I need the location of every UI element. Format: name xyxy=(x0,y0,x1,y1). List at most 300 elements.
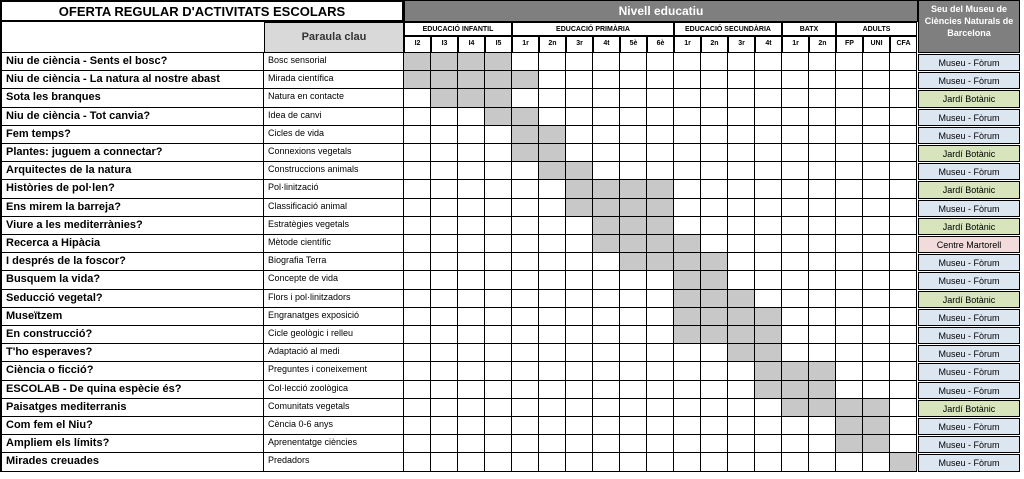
level-cell xyxy=(566,417,593,435)
level-cell-active xyxy=(647,180,674,198)
level-cell xyxy=(728,144,755,162)
level-cell xyxy=(539,399,566,417)
level-cell xyxy=(539,180,566,198)
level-cell xyxy=(782,162,809,180)
level-cell xyxy=(701,344,728,362)
level-cell xyxy=(728,53,755,71)
level-cell xyxy=(728,71,755,89)
level-cell xyxy=(404,362,431,380)
level-cell xyxy=(755,89,782,107)
level-cell xyxy=(809,235,836,253)
level-cell xyxy=(485,362,512,380)
level-cell xyxy=(431,235,458,253)
level-cell xyxy=(755,53,782,71)
activity-name[interactable]: Niu de ciència - Tot canvia? xyxy=(0,108,264,126)
activity-name[interactable]: Mirades creuades xyxy=(0,453,264,471)
level-cell xyxy=(836,235,863,253)
level-cell xyxy=(458,417,485,435)
level-cell-active xyxy=(647,253,674,271)
level-cell xyxy=(836,217,863,235)
level-cell xyxy=(755,217,782,235)
level-cell-active xyxy=(755,326,782,344)
level-cell xyxy=(755,271,782,289)
seu-badge: Museu - Fòrum xyxy=(918,309,1020,326)
level-cell xyxy=(566,144,593,162)
level-cell xyxy=(755,253,782,271)
level-cell-active xyxy=(620,217,647,235)
level-cell xyxy=(647,435,674,453)
column-header: 1r xyxy=(782,36,809,53)
level-cell xyxy=(539,435,566,453)
level-cell xyxy=(674,417,701,435)
level-cell xyxy=(404,199,431,217)
level-cell xyxy=(458,126,485,144)
level-cell xyxy=(485,399,512,417)
level-cell xyxy=(701,381,728,399)
level-cell-active xyxy=(728,290,755,308)
level-cell-active xyxy=(782,381,809,399)
level-cell xyxy=(512,162,539,180)
level-cell xyxy=(836,144,863,162)
activity-name[interactable]: I després de la foscor? xyxy=(0,253,264,271)
level-cell xyxy=(674,89,701,107)
level-cell xyxy=(485,199,512,217)
level-cell xyxy=(809,271,836,289)
level-cell xyxy=(539,362,566,380)
level-cell xyxy=(431,271,458,289)
level-cell xyxy=(431,126,458,144)
level-cell xyxy=(593,417,620,435)
seu-badge: Museu - Fòrum xyxy=(918,436,1020,453)
level-cell xyxy=(431,108,458,126)
level-cell xyxy=(593,253,620,271)
seu-badge: Centre Martorell xyxy=(918,236,1020,253)
level-cell xyxy=(728,126,755,144)
level-cell xyxy=(890,108,917,126)
level-cell xyxy=(647,271,674,289)
level-cell-active xyxy=(620,235,647,253)
level-cell xyxy=(458,326,485,344)
activity-keyword: Mirada científica xyxy=(264,71,404,89)
seu-badge: Museu - Fòrum xyxy=(918,254,1020,271)
activity-name[interactable]: Paisatges mediterranis xyxy=(0,399,264,417)
level-cell xyxy=(539,217,566,235)
activity-name[interactable]: Recerca a Hipàcia xyxy=(0,235,264,253)
level-cell xyxy=(728,453,755,471)
level-cell xyxy=(647,308,674,326)
activity-keyword: Classificació animal xyxy=(264,199,404,217)
level-cell xyxy=(782,253,809,271)
level-cell xyxy=(539,326,566,344)
level-cell xyxy=(485,162,512,180)
activity-name[interactable]: T'ho esperaves? xyxy=(0,344,264,362)
level-cell-active xyxy=(755,308,782,326)
level-cell xyxy=(620,399,647,417)
level-cell xyxy=(782,271,809,289)
level-cell-active xyxy=(782,399,809,417)
level-cell xyxy=(593,53,620,71)
activity-keyword: Col·lecció zoològica xyxy=(264,381,404,399)
level-cell xyxy=(512,199,539,217)
level-cell-active xyxy=(647,235,674,253)
level-cell xyxy=(566,381,593,399)
level-cell xyxy=(485,326,512,344)
level-cell xyxy=(836,180,863,198)
level-cell-active xyxy=(674,290,701,308)
level-cell xyxy=(512,417,539,435)
level-cell xyxy=(512,362,539,380)
level-cell xyxy=(755,108,782,126)
group-header-3: BATX xyxy=(782,22,836,36)
level-cell xyxy=(863,108,890,126)
level-cell xyxy=(863,126,890,144)
level-cell xyxy=(485,381,512,399)
column-header: 3r xyxy=(728,36,755,53)
level-cell xyxy=(566,399,593,417)
level-cell xyxy=(593,126,620,144)
level-cell-active xyxy=(566,180,593,198)
level-cell xyxy=(755,235,782,253)
column-header: 2n xyxy=(539,36,566,53)
level-cell xyxy=(728,381,755,399)
column-header: 3r xyxy=(566,36,593,53)
level-cell xyxy=(890,399,917,417)
level-cell xyxy=(863,180,890,198)
activity-name[interactable]: Viure a les mediterrànies? xyxy=(0,217,264,235)
level-cell xyxy=(674,344,701,362)
level-cell xyxy=(620,344,647,362)
level-cell-active xyxy=(512,71,539,89)
level-cell xyxy=(593,71,620,89)
level-cell xyxy=(674,217,701,235)
level-cell xyxy=(593,162,620,180)
column-header: I2 xyxy=(404,36,431,53)
level-cell xyxy=(701,126,728,144)
level-cell xyxy=(485,126,512,144)
level-cell xyxy=(458,271,485,289)
level-cell xyxy=(728,253,755,271)
level-cell xyxy=(890,326,917,344)
activity-name[interactable]: Plantes: juguem a connectar? xyxy=(0,144,264,162)
level-cell xyxy=(755,290,782,308)
activity-keyword: Biografia Terra xyxy=(264,253,404,271)
activity-name[interactable]: ESCOLAB - De quina espècie és? xyxy=(0,381,264,399)
level-cell xyxy=(620,435,647,453)
seu-badge: Museu - Fòrum xyxy=(918,272,1020,289)
level-cell xyxy=(647,71,674,89)
level-cell xyxy=(485,417,512,435)
level-cell xyxy=(863,344,890,362)
level-cell xyxy=(593,399,620,417)
level-cell xyxy=(863,235,890,253)
level-cell-active xyxy=(539,126,566,144)
level-cell-active xyxy=(674,235,701,253)
level-cell xyxy=(863,162,890,180)
level-cell-active xyxy=(701,290,728,308)
level-cell xyxy=(485,271,512,289)
level-cell xyxy=(485,308,512,326)
level-cell xyxy=(701,144,728,162)
activity-name[interactable]: Seducció vegetal? xyxy=(0,290,264,308)
level-cell xyxy=(404,435,431,453)
level-cell xyxy=(890,308,917,326)
level-cell xyxy=(404,271,431,289)
level-cell-active xyxy=(782,362,809,380)
level-cell xyxy=(674,180,701,198)
level-cell xyxy=(890,271,917,289)
level-cell xyxy=(566,290,593,308)
level-cell xyxy=(593,144,620,162)
level-cell xyxy=(674,71,701,89)
activity-keyword: Predadors xyxy=(264,453,404,471)
activity-name[interactable]: Històries de pol·len? xyxy=(0,180,264,198)
activity-keyword: Comunitats vegetals xyxy=(264,399,404,417)
level-cell xyxy=(485,253,512,271)
level-cell xyxy=(728,199,755,217)
activity-name[interactable]: Sota les branques xyxy=(0,89,264,107)
level-cell xyxy=(566,308,593,326)
seu-header: Seu del Museu de Ciències Naturals de Barcelona xyxy=(918,0,1020,53)
level-cell xyxy=(593,308,620,326)
level-cell xyxy=(674,53,701,71)
level-cell xyxy=(809,71,836,89)
level-cell xyxy=(404,290,431,308)
level-cell xyxy=(458,399,485,417)
level-cell xyxy=(404,144,431,162)
level-cell xyxy=(863,53,890,71)
level-cell-active xyxy=(539,144,566,162)
level-cell xyxy=(782,180,809,198)
level-cell-active xyxy=(701,326,728,344)
level-cell xyxy=(620,453,647,471)
activity-keyword: Natura en contacte xyxy=(264,89,404,107)
level-cell xyxy=(755,453,782,471)
activity-name[interactable]: Niu de ciència - La natura al nostre abast xyxy=(0,71,264,89)
level-cell xyxy=(404,344,431,362)
activity-keyword: Cicle geològic i relleu xyxy=(264,326,404,344)
level-cell xyxy=(674,362,701,380)
level-cell xyxy=(836,71,863,89)
level-cell xyxy=(431,453,458,471)
seu-badge: Museu - Fòrum xyxy=(918,382,1020,399)
level-cell xyxy=(539,199,566,217)
level-cell xyxy=(404,180,431,198)
level-cell xyxy=(539,308,566,326)
level-cell-active xyxy=(512,108,539,126)
level-cell xyxy=(890,362,917,380)
group-header-4: ADULTS xyxy=(836,22,917,36)
seu-badge: Jardí Botànic xyxy=(918,90,1020,107)
level-cell xyxy=(701,71,728,89)
level-cell xyxy=(809,108,836,126)
seu-badge: Jardí Botànic xyxy=(918,291,1020,308)
level-cell xyxy=(512,180,539,198)
seu-badge: Museu - Fòrum xyxy=(918,200,1020,217)
level-cell xyxy=(485,344,512,362)
level-cell xyxy=(701,180,728,198)
seu-badge: Museu - Fòrum xyxy=(918,363,1020,380)
level-cell-active xyxy=(755,362,782,380)
level-cell-active xyxy=(674,326,701,344)
level-cell xyxy=(728,180,755,198)
level-cell xyxy=(836,381,863,399)
activity-keyword: Flors i pol·linitzadors xyxy=(264,290,404,308)
level-cell xyxy=(593,344,620,362)
level-cell xyxy=(809,417,836,435)
level-cell xyxy=(647,399,674,417)
activity-name[interactable]: Ens mirem la barreja? xyxy=(0,199,264,217)
level-cell xyxy=(485,235,512,253)
level-cell xyxy=(458,235,485,253)
activity-name[interactable]: Com fem el Niu? xyxy=(0,417,264,435)
level-cell xyxy=(863,381,890,399)
level-cell-active xyxy=(593,235,620,253)
level-cell xyxy=(404,108,431,126)
activity-keyword: Estratègies vegetals xyxy=(264,217,404,235)
level-cell xyxy=(512,381,539,399)
level-cell xyxy=(809,126,836,144)
level-cell xyxy=(809,326,836,344)
level-cell xyxy=(809,453,836,471)
column-header: 5è xyxy=(620,36,647,53)
level-cell xyxy=(404,399,431,417)
activity-name[interactable]: Ciència o ficció? xyxy=(0,362,264,380)
level-cell xyxy=(458,290,485,308)
level-cell xyxy=(809,253,836,271)
activity-name[interactable]: Ampliem els límits? xyxy=(0,435,264,453)
level-cell xyxy=(890,344,917,362)
level-cell xyxy=(701,399,728,417)
seu-badge: Museu - Fòrum xyxy=(918,345,1020,362)
level-cell xyxy=(566,53,593,71)
level-cell-active xyxy=(728,308,755,326)
level-cell xyxy=(566,217,593,235)
activity-name[interactable]: En construcció? xyxy=(0,326,264,344)
level-cell-active xyxy=(539,162,566,180)
level-cell xyxy=(809,435,836,453)
level-cell xyxy=(620,162,647,180)
level-cell xyxy=(539,89,566,107)
level-cell xyxy=(809,290,836,308)
column-header: 4t xyxy=(755,36,782,53)
column-header: CFA xyxy=(890,36,917,53)
level-cell-active xyxy=(431,71,458,89)
level-cell xyxy=(836,362,863,380)
level-cell xyxy=(647,126,674,144)
level-cell-active xyxy=(728,326,755,344)
level-cell xyxy=(836,162,863,180)
level-cell-active xyxy=(863,399,890,417)
level-cell xyxy=(485,435,512,453)
level-cell xyxy=(431,199,458,217)
level-cell xyxy=(701,53,728,71)
level-cell xyxy=(836,108,863,126)
level-cell xyxy=(890,71,917,89)
level-cell xyxy=(593,108,620,126)
level-cell xyxy=(674,199,701,217)
level-cell xyxy=(728,435,755,453)
level-cell-active xyxy=(566,162,593,180)
level-cell xyxy=(620,308,647,326)
level-cell-active xyxy=(755,344,782,362)
level-cell xyxy=(863,199,890,217)
level-cell xyxy=(512,271,539,289)
level-cell xyxy=(485,453,512,471)
table-title: OFERTA REGULAR D'ACTIVITATS ESCOLARS xyxy=(0,0,404,22)
group-header-2: EDUCACIÓ SECUNDÀRIA xyxy=(674,22,782,36)
level-cell-active xyxy=(512,144,539,162)
activity-keyword: Cència 0-6 anys xyxy=(264,417,404,435)
seu-badge: Museu - Fòrum xyxy=(918,54,1020,71)
activity-name[interactable]: Busquem la vida? xyxy=(0,271,264,289)
level-cell-active xyxy=(404,53,431,71)
level-cell xyxy=(809,344,836,362)
level-cell xyxy=(647,417,674,435)
column-header: I4 xyxy=(458,36,485,53)
level-cell xyxy=(836,199,863,217)
activity-keyword: Preguntes i coneixement xyxy=(264,362,404,380)
level-cell xyxy=(566,362,593,380)
level-cell xyxy=(620,89,647,107)
level-cell xyxy=(728,399,755,417)
level-cell-active xyxy=(593,199,620,217)
level-cell xyxy=(647,326,674,344)
level-cell-active xyxy=(566,199,593,217)
activity-keyword: Idea de canvi xyxy=(264,108,404,126)
activity-name[interactable]: Niu de ciència - Sents el bosc? xyxy=(0,53,264,71)
level-cell xyxy=(431,344,458,362)
level-cell xyxy=(863,326,890,344)
activity-name[interactable]: Fem temps? xyxy=(0,126,264,144)
level-cell-active xyxy=(458,53,485,71)
level-cell xyxy=(728,162,755,180)
level-cell xyxy=(782,326,809,344)
activity-name[interactable]: Museïtzem xyxy=(0,308,264,326)
level-cell xyxy=(431,435,458,453)
activity-name[interactable]: Arquitectes de la natura xyxy=(0,162,264,180)
level-cell xyxy=(755,399,782,417)
level-cell xyxy=(782,235,809,253)
level-cell xyxy=(431,362,458,380)
level-cell-active xyxy=(863,435,890,453)
activity-keyword: Cicles de vida xyxy=(264,126,404,144)
level-cell xyxy=(566,453,593,471)
level-cell xyxy=(458,108,485,126)
level-cell xyxy=(809,180,836,198)
level-cell xyxy=(512,435,539,453)
level-cell xyxy=(566,435,593,453)
level-cell xyxy=(566,326,593,344)
level-cell-active xyxy=(512,126,539,144)
level-cell-active xyxy=(404,71,431,89)
level-cell-active xyxy=(647,217,674,235)
level-cell xyxy=(431,162,458,180)
level-cell xyxy=(755,417,782,435)
level-cell xyxy=(404,308,431,326)
level-cell xyxy=(890,199,917,217)
level-cell xyxy=(566,253,593,271)
activity-keyword: Construccions animals xyxy=(264,162,404,180)
level-cell xyxy=(539,453,566,471)
level-cell xyxy=(863,290,890,308)
level-cell xyxy=(863,308,890,326)
level-cell-active xyxy=(593,180,620,198)
level-cell xyxy=(836,344,863,362)
level-cell xyxy=(728,108,755,126)
level-cell xyxy=(890,180,917,198)
level-cell xyxy=(485,180,512,198)
level-cell xyxy=(674,453,701,471)
